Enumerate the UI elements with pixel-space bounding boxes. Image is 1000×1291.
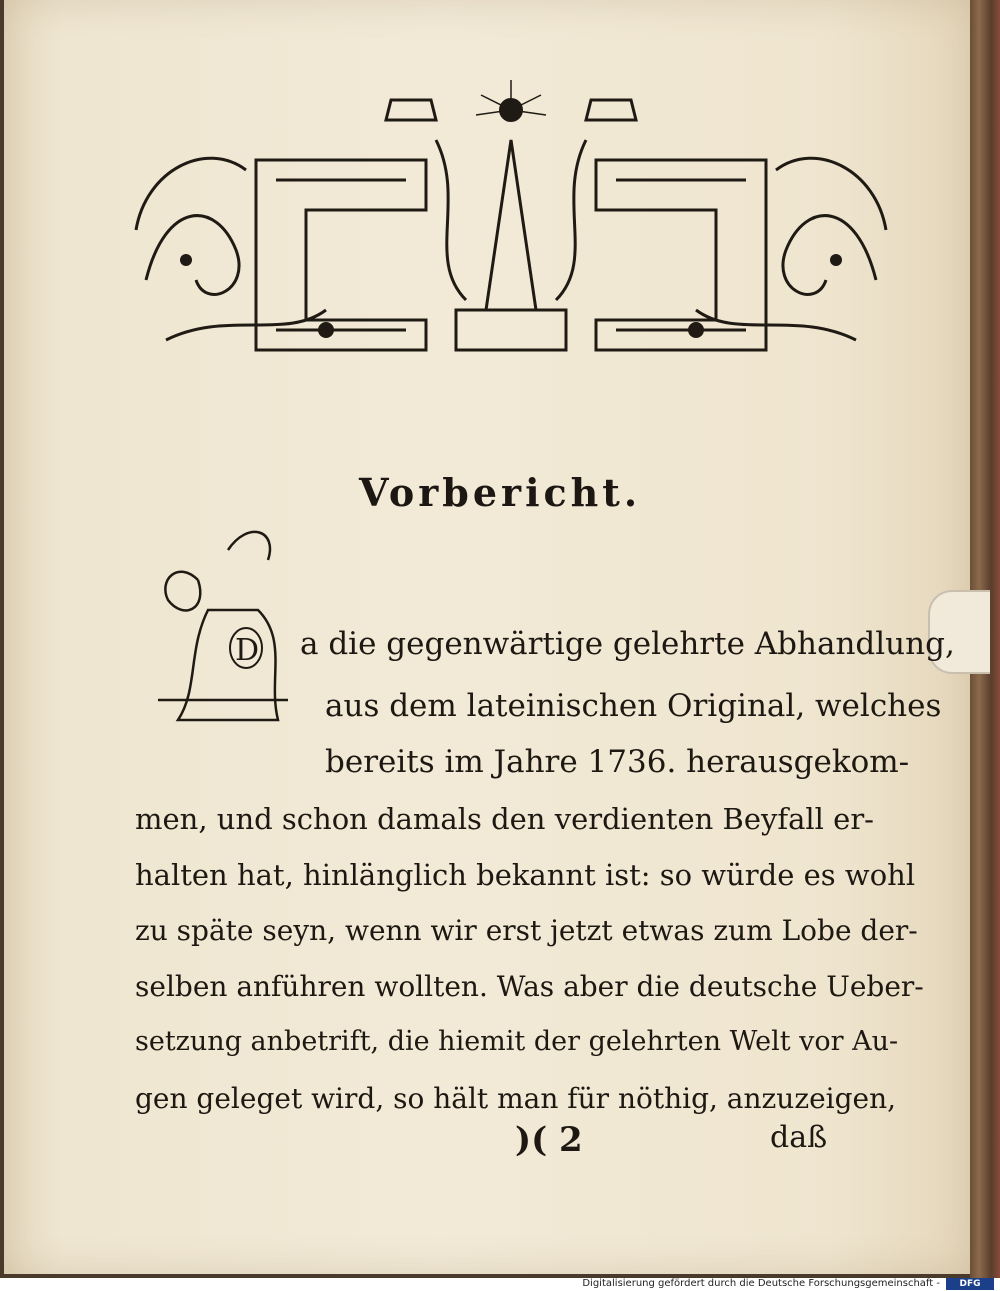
- text-line-7: selben anführen wollten. Was aber die deutsche Ueber-: [135, 970, 924, 1003]
- drop-cap: D: [235, 633, 260, 668]
- text-line-8: setzung anbetrift, die hiemit der gelehrten Welt vor Au-: [135, 1026, 899, 1057]
- text-line-9: gen geleget wird, so hält man für nöthig, anzuzeigen,: [135, 1082, 897, 1115]
- dfg-logo: DFG: [946, 1278, 994, 1290]
- text-line-1: a die gegenwärtige gelehrte Abhandlung,: [300, 626, 955, 662]
- signature-mark: )( 2: [515, 1120, 583, 1160]
- digitization-credit: Digitalisierung gefördert durch die Deutsche Forschungsgemeinschaft -: [582, 1278, 940, 1289]
- catchword: daß: [770, 1120, 828, 1155]
- text-line-3: bereits im Jahre 1736. herausgekom-: [325, 744, 910, 780]
- headpiece-ornament-image: [126, 80, 896, 360]
- decorated-initial-image: [138, 520, 298, 750]
- text-line-5: halten hat, hinlänglich bekannt ist: so würde es wohl: [135, 858, 916, 892]
- text-line-6: zu späte seyn, wenn wir erst jetzt etwas zum Lobe der-: [135, 914, 918, 947]
- text-line-2: aus dem lateinischen Original, welches: [325, 688, 942, 724]
- text-line-4: men, und schon damals den verdienten Beyfall er-: [135, 802, 874, 836]
- section-title: Vorbericht.: [358, 470, 642, 515]
